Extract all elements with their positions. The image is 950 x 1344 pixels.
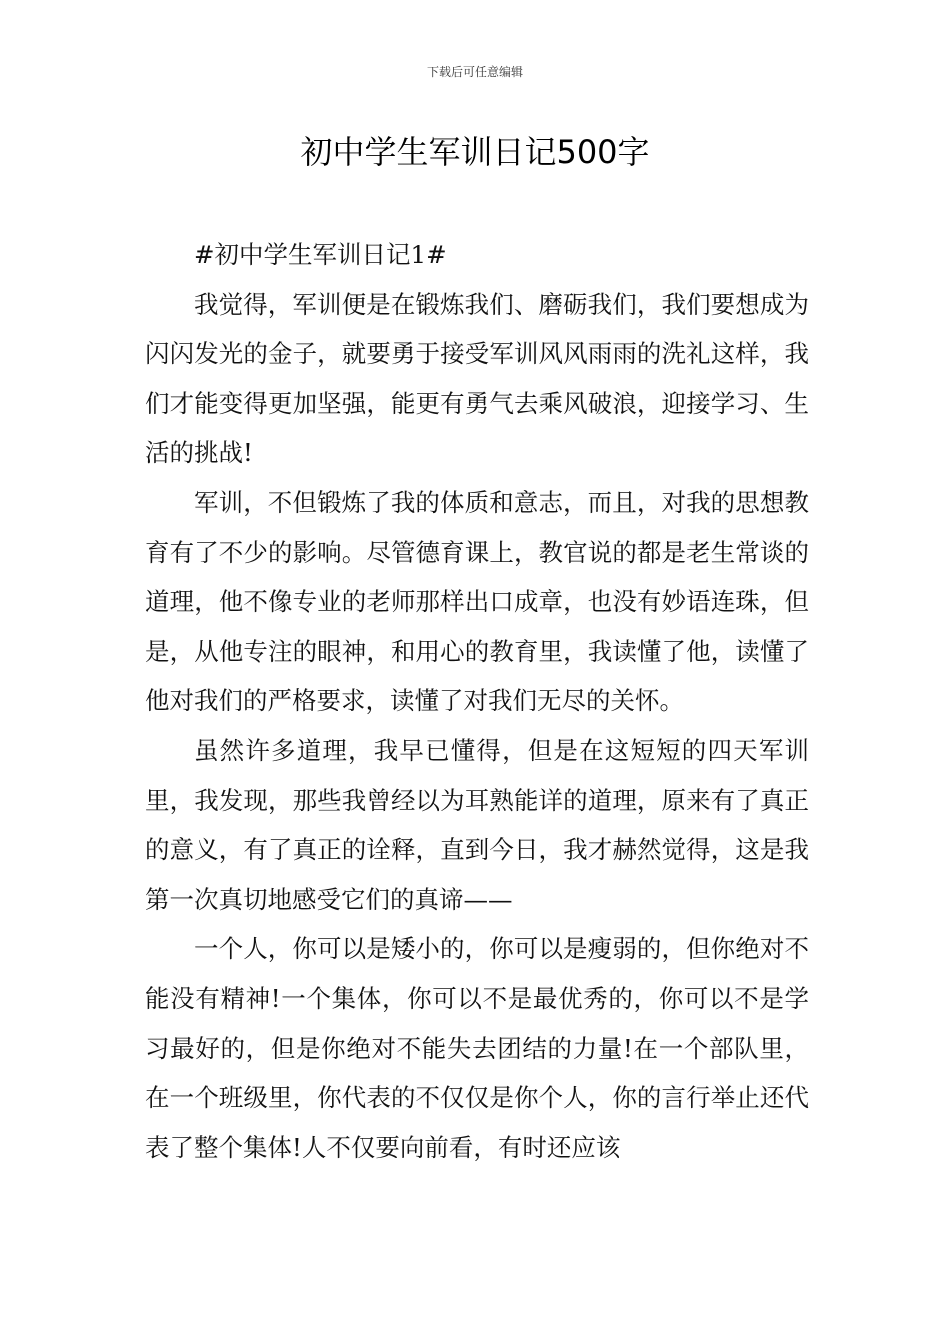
paragraph: 虽然许多道理，我早已懂得，但是在这短短的四天军训里，我发现，那些我曾经以为耳熟能详的道理，原来有了真正的意义，有了真正的诠释，直到今日，我才赫然觉得，这是我第一次真切地感受它们的真谛——	[145, 735, 809, 914]
page-title: 初中学生军训日记500字	[300, 133, 650, 171]
section-heading: #初中学生军训日记1#	[194, 240, 447, 269]
document-body	[145, 230, 809, 1172]
paragraph: 军训，不但锻炼了我的体质和意志，而且，对我的思想教育有了不少的影响。尽管德育课上，教官说的都是老生常谈的道理，他不像专业的老师那样出口成章，也没有妙语连珠，但是，从他专注的眼神，和用心的教育里，我读懂了他，读懂了他对我们的严格要求，读懂了对我们无尽的关怀。	[145, 487, 809, 716]
paragraph: 一个人，你可以是矮小的，你可以是瘦弱的，但你绝对不能没有精神!一个集体，你可以不是最优秀的，你可以不是学习最好的，但是你绝对不能失去团结的力量!在一个部队里，在一个班级里，你代表的不仅仅是你个人，你的言行举止还代表了整个集体!人不仅要向前看，有时还应该	[145, 934, 809, 1162]
header-note: 下载后可任意编辑	[426, 65, 523, 79]
paragraph: 我觉得，军训便是在锻炼我们、磨砺我们，我们要想成为闪闪发光的金子，就要勇于接受军训风风雨雨的洗礼这样，我们才能变得更加坚强，能更有勇气去乘风破浪，迎接学习、生活的挑战!	[145, 289, 809, 468]
